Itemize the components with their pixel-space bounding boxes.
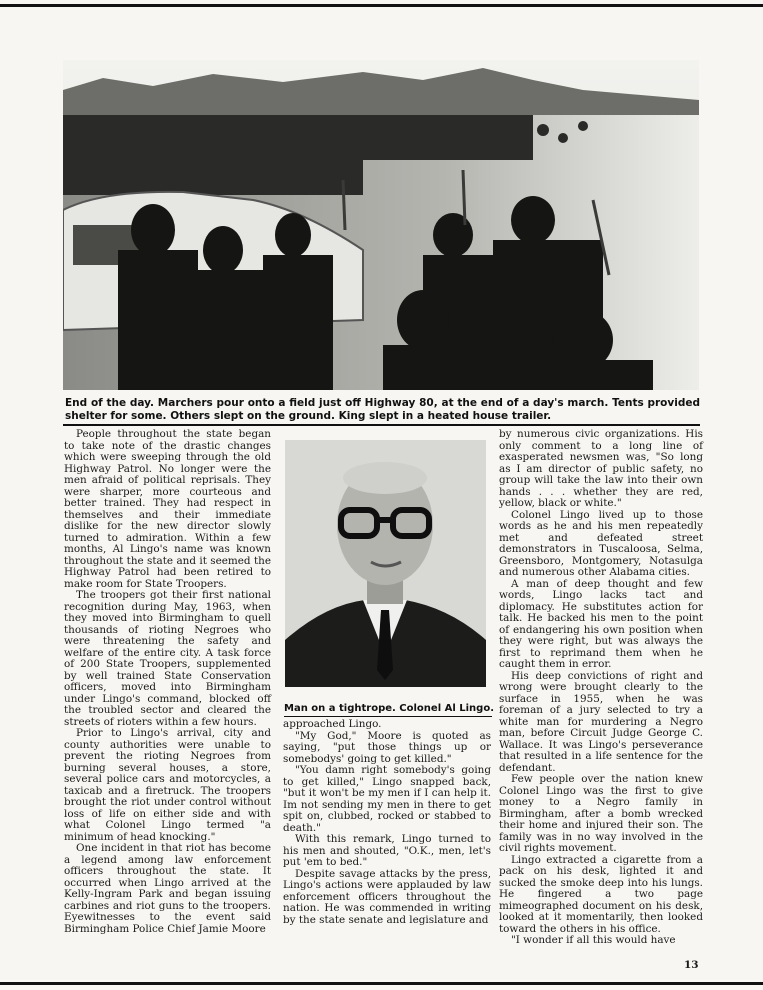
paragraph: A man of deep thought and few words, Lingo lacks tact and diplomacy. He substitutes action for talk. He backed his men to the point of endangering his own position when they were right, but was always the first to reprimand them when he caught them in error. — [499, 577, 703, 670]
paragraph: "I wonder if all this would have — [511, 934, 676, 946]
paragraph: One incident in that riot has become a legend among law enforcement officers throughout the state. It occurred when Lingo arrived at the Kelly-Ingram Park and began issuing carbines and riot guns to the troopers. Eyewitnesses to the event said Birmingham Police Chief Jamie Moore — [64, 842, 271, 935]
paragraph: Colonel Lingo lived up to those words as he and his men repeatedly met and defeated street demonstrators in Tuscaloosa, Selma, Greensboro, Montgomery, Notasulga and numerous other Alabama cities. — [499, 508, 703, 578]
bottom-rule — [0, 982, 763, 985]
portrait-caption: Man on a tightrope. Colonel Al Lingo. — [284, 703, 494, 714]
paragraph: Few people over the nation knew Colonel Lingo was the first to give money to a Negro family in Birmingham, after a bomb wrecked their home and injured their son. The family was in no way involved in the civil rights movement. — [499, 773, 703, 854]
portrait-photo — [285, 440, 486, 687]
paragraph: Despite savage attacks by the press, Lingo's actions were applauded by law enforcement officers throughout the nation. He was commended in writing by the state senate and legislature and — [283, 867, 491, 926]
article-column-2 — [283, 719, 491, 926]
marchers-photo — [63, 60, 699, 390]
paragraph: approached Lingo. — [283, 718, 382, 730]
caption-rule — [63, 424, 700, 426]
article-column-3 — [499, 429, 703, 947]
paragraph: The troopers got their first national recognition during May, 1963, when they moved into Birmingham to quell thousands of rioting Negroes who were threatening the safety and welfare of the entire city. A task force of 200 State Troopers, supplemented by well trained State Conservation officers, moved into Birmingham under Lingo's command, blocked off the troubled sector and cleared the streets of rioters within a few hours. — [64, 589, 271, 728]
page-number: 13 — [684, 959, 699, 971]
article-column-1 — [64, 429, 271, 935]
paragraph: His deep convictions of right and wrong were brought clearly to the surface in 1955, when he was foreman of a jury selected to try a white man for murdering a Negro man, before Circuit Judge George C. Wallace. It was Lingo's perseverance that resulted in a life sentence for the defendant. — [499, 669, 703, 774]
paragraph: People throughout the state began to take note of the drastic changes which were sweeping through the old Highway Patrol. No longer were the men afraid of political reprisals. They were sharper, more courteous and better trained. They had respect in themselves and their immediate dislike for the new director slowly turned to admiration. Within a few months, Al Lingo's name was known throughout the state and it seemed the Highway Patrol had been retired to make room for State Troopers. — [64, 428, 271, 590]
photo-caption: End of the day. Marchers pour onto a field just off Highway 80, at the end of a day's march. Tents provided shelter for some. Others slept on the ground. King slept in a heated house trailer. — [65, 397, 700, 422]
paragraph: by numerous civic organizations. His only comment to a long line of exasperated newsmen was, "So long as I am director of public safety, no group will take the law into their own hands . . . whether they are red, yellow, black or white." — [499, 428, 703, 509]
portrait-caption-rule — [284, 716, 492, 717]
paragraph: "My God," Moore is quoted as saying, "put those things up or somebodys' going to get killed." — [283, 729, 491, 765]
paragraph: Lingo extracted a cigarette from a pack on his desk, lighted it and sucked the smoke deep into his lungs. He fingered a two page mimeographed document on his desk, looked at it momentarily, then looked toward the others in his office. — [499, 853, 703, 935]
paragraph: With this remark, Lingo turned to his men and shouted, "O.K., men, let's put 'em to bed." — [283, 833, 491, 868]
top-rule — [0, 4, 763, 7]
paragraph: Prior to Lingo's arrival, city and county authorities were unable to prevent the rioting Negroes from burning several houses, a store, several police cars and motorcycles, a taxicab and a firetruck. The troopers brought the riot under control without loss of life on either side and with what Colonel Lingo termed "a minimum of head knocking." — [64, 727, 271, 843]
paragraph: "You damn right somebody's going to get killed," Lingo snapped back, "but it won't be my men if I can help it. Im not sending my men in there to get spit on, clubbed, rocked or stabbed to death." — [283, 764, 491, 834]
